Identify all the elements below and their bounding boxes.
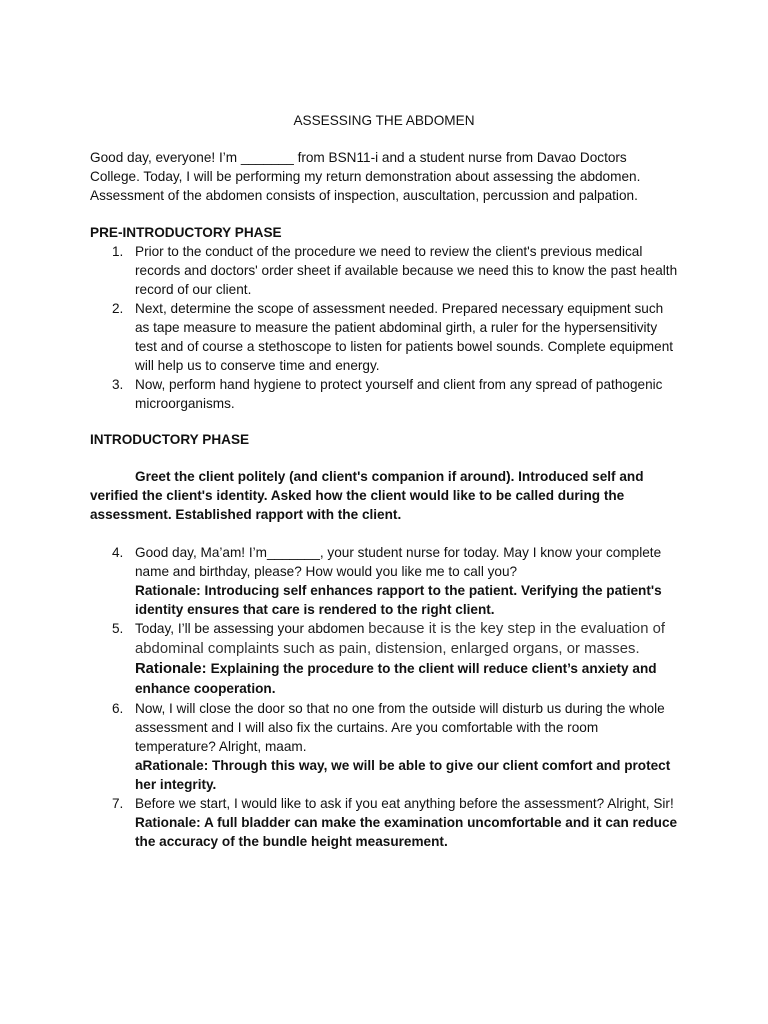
rationale-text: Rationale: Introducing self enhances rapport to the patient. Verifying the patient's identity ensures that care is rendered to the right client. (135, 583, 662, 617)
list-number: 3. (112, 377, 124, 392)
step-text: Before we start, I would like to ask if you eat anything before the assessment? Alright, Sir! (135, 796, 674, 811)
introductory-heading: INTRODUCTORY PHASE (90, 432, 250, 447)
list-item (90, 375, 680, 413)
step-text-continued: because it is the key step in the evaluation of abdominal complaints such as pain, distension, enlarged organs, or masses. (135, 621, 666, 657)
list-number: 7. (112, 796, 124, 811)
list-number: 1. (112, 244, 124, 259)
step-text: Prior to the conduct of the procedure we need to review the client's previous medical records and doctors' order sheet if available because we need this to know the past health record of our client. (135, 244, 678, 297)
document-title: ASSESSING THE ABDOMEN (293, 113, 475, 128)
list-item (90, 299, 680, 375)
step-text: Now, I will close the door so that no one from the outside will disturb us during the whole assessment and I will also fix the curtains. Are you comfortable with the room temperature? Alright, maam. (135, 701, 665, 754)
list-number: 4. (112, 545, 124, 560)
list-item (90, 794, 680, 851)
greeting-text: Greet the client politely (and client's companion if around). Introduced self and verified the client's identity. Asked how the client would like to be called during the assessment. Established rapport with the client. (90, 469, 644, 522)
rationale-text: aRationale: Through this way, we will be able to give our client comfort and protect her integrity. (135, 758, 671, 792)
step-text: Good day, Ma’am! I’m_______, your student nurse for today. May I know your complete name and birthday, please? How would you like me to call you? (135, 545, 662, 579)
step-text: Today, I’ll be assessing your abdomen (135, 621, 369, 636)
rationale-label: Rationale: (135, 661, 211, 677)
list-number: 2. (112, 301, 124, 316)
list-item (90, 699, 680, 794)
pre-introductory-list (90, 242, 680, 413)
rationale-text: Rationale: A full bladder can make the examination uncomfortable and it can reduce the accuracy of the bundle height measurement. (135, 815, 678, 849)
introductory-list (90, 543, 680, 851)
greeting-paragraph (90, 467, 680, 524)
list-number: 5. (112, 621, 124, 636)
pre-introductory-heading: PRE-INTRODUCTORY PHASE (90, 225, 282, 240)
list-item (90, 543, 680, 619)
step-text: Next, determine the scope of assessment needed. Prepared necessary equipment such as tape measure to measure the patient abdominal girth, a ruler for the hypersensitivity test and of course a stethoscope to listen for patients bowel sounds. Complete equipment will help us to conserve time and energy. (135, 301, 674, 373)
rationale-text: Explaining the procedure to the client will reduce client’s anxiety and enhance cooperation. (135, 661, 657, 696)
step-text: Now, perform hand hygiene to protect yourself and client from any spread of pathogenic microorganisms. (135, 377, 663, 411)
intro-paragraph: Good day, everyone! I’m _______ from BSN11-i and a student nurse from Davao Doctors College. Today, I will be performing my return demonstration about assessing the abdomen. Assessment of the abdomen consists of inspection, auscultation, percussion and palpation. (90, 150, 641, 203)
list-item (90, 242, 680, 299)
list-item (90, 619, 680, 699)
list-number: 6. (112, 701, 124, 716)
